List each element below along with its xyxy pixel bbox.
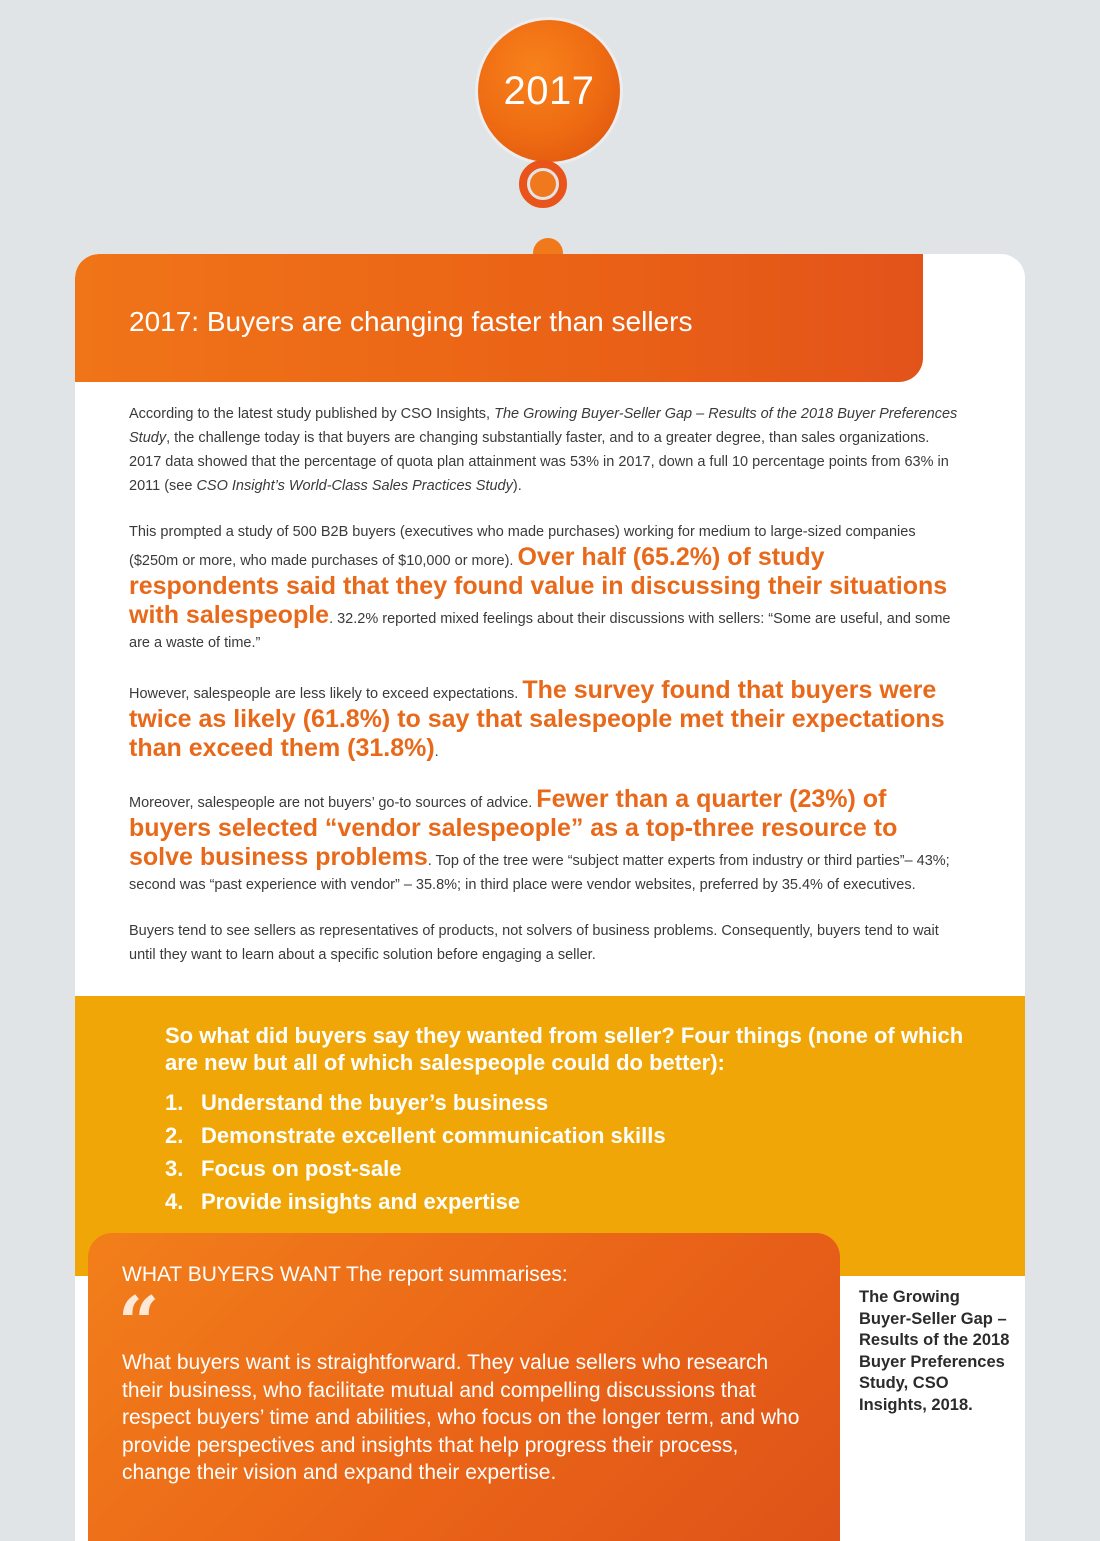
article-body (129, 402, 964, 989)
list-item (165, 1086, 666, 1119)
list-item-number: 1. (165, 1090, 184, 1115)
list-item-number: 3. (165, 1156, 184, 1181)
p2-highlight: Over half (65.2%) of study respondents said that they found value in discussing their situations with salespeople (129, 543, 948, 629)
p4-highlight: Fewer than a quarter (23%) of buyers selected “vendor salespeople” as a top-three resource to solve business problems (129, 785, 898, 871)
list-item-text: Demonstrate excellent communication skills (201, 1123, 666, 1148)
list-item-number: 2. (165, 1123, 184, 1148)
p2-text-a: This prompted a study of 500 B2B buyers (executives who made purchases) working for medium to large-sized companies ($250m or more, who made purchases of $10,000 or more). (129, 524, 916, 569)
paragraph-3 (129, 677, 964, 764)
p4-text-b: . Top of the tree were “subject matter experts from industry or third parties”– 43%; second was “past experience with vendor” – 35.8%; in third place were vendor websites, preferred by 35.4% of executives. (129, 853, 950, 893)
quote-title: WHAT BUYERS WANT The report summarises: (122, 1263, 568, 1286)
article-card (75, 254, 1025, 1541)
page-title: 2017: Buyers are changing faster than sellers (129, 306, 693, 337)
list-item-text: Provide insights and expertise (201, 1189, 521, 1214)
p3-text-a: However, salespeople are less likely to exceed expectations. (129, 686, 523, 702)
citation: The Growing Buyer-Seller Gap – Results of the 2018 Buyer Preferences Study, CSO Insights, 2018. (859, 1288, 1010, 1414)
p2-text-b: . 32.2% reported mixed feelings about their discussions with sellers: “Some are useful, and some are a waste of time.” (129, 611, 951, 651)
buyer-wants-heading: So what did buyers say they wanted from seller? Four things (none of which are new but all of which salespeople could do better): (165, 1023, 964, 1075)
p1-text-c: , the challenge today is that buyers are changing substantially faster, and to a greater degree, than sales organizations. 2017 data showed that the percentage of quota plan attainment was 53% in 2017, down a full 10 percentage points from 63% in 2011 (see (129, 430, 949, 494)
timeline-ring-center (530, 171, 556, 197)
quote-text: What buyers want is straightforward. They value sellers who research their business, who facilitate mutual and compelling discussions that respect buyers’ time and abilities, who focus on the longer term, and who provide perspectives and insights that help progress their process, change their vision and expand their expertise. (122, 1351, 800, 1484)
list-item-text: Focus on post-sale (201, 1156, 402, 1181)
paragraph-1 (129, 402, 964, 498)
p1-study-title: CSO Insight’s World-Class Sales Practices Study (196, 478, 513, 494)
p1-text-a: According to the latest study published by CSO Insights, (129, 406, 495, 422)
header-band (75, 254, 923, 382)
list-item (165, 1119, 666, 1152)
year-badge (478, 20, 620, 162)
paragraph-4 (129, 786, 964, 897)
p3-text-b: . (434, 744, 439, 760)
p1-report-title: The Growing Buyer-Seller Gap – Results of the 2018 Buyer Preferences Study (129, 406, 958, 446)
quote-box (88, 1233, 840, 1541)
year-badge-text: 2017 (503, 68, 595, 113)
paragraph-2 (129, 520, 964, 655)
list-item (165, 1185, 666, 1218)
quote-mark-icon: “ (118, 1280, 160, 1365)
p1-text-e: ). (512, 478, 522, 494)
list-item-number: 4. (165, 1189, 184, 1214)
p4-text-a: Moreover, salespeople are not buyers’ go-to sources of advice. (129, 795, 537, 811)
paragraph-5: Buyers tend to see sellers as representatives of products, not solvers of business problems. Consequently, buyers tend to wait until they want to learn about a specific solution before engaging a seller. (129, 923, 939, 963)
list-item (165, 1152, 666, 1185)
p3-highlight: The survey found that buyers were twice as likely (61.8%) to say that salespeople met their expectations than exceed them (31.8%) (129, 676, 945, 762)
buyer-wants-list (165, 1086, 666, 1218)
list-item-text: Understand the buyer’s business (201, 1090, 549, 1115)
